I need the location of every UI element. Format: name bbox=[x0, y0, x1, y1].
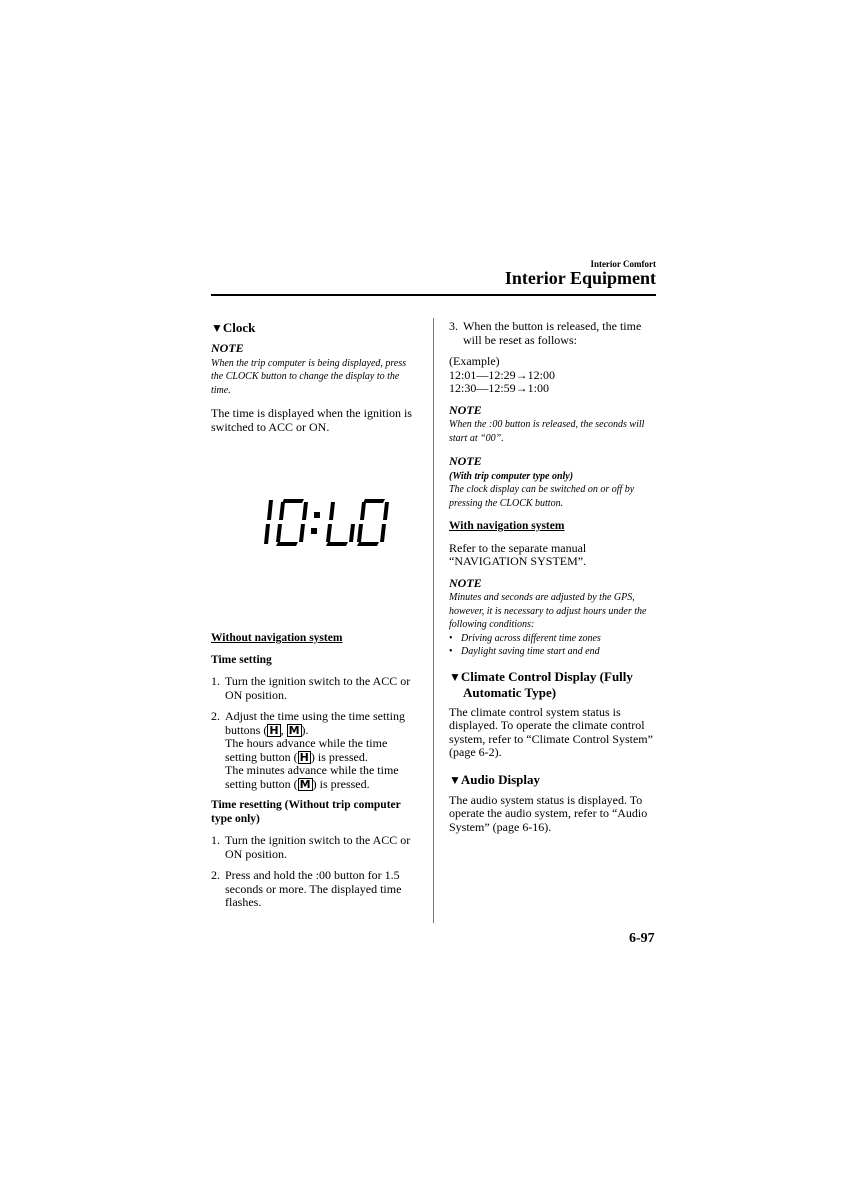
example-line: 12:30—12:59→1:00 bbox=[449, 381, 550, 395]
note-label: NOTE bbox=[449, 454, 482, 468]
step-text: Turn the ignition switch to the ACC or ON position. bbox=[225, 674, 411, 702]
clock-heading bbox=[211, 320, 416, 336]
heading-marker-icon: ▼ bbox=[449, 772, 461, 787]
time-setting-heading: Time setting bbox=[211, 653, 272, 666]
note-text: When the trip computer is being displayed, press the CLOCK button to change the display to the time. bbox=[211, 357, 407, 396]
clock-digits bbox=[264, 499, 389, 546]
example-label: (Example) bbox=[449, 354, 500, 368]
step-number: 1. bbox=[211, 833, 220, 847]
bullet-icon: • bbox=[449, 632, 453, 644]
step-number: 2. bbox=[211, 868, 220, 882]
step-text: When the button is released, the time will be reset as follows: bbox=[463, 319, 642, 347]
clock-heading-text: Clock bbox=[222, 320, 256, 335]
step-text: Turn the ignition switch to the ACC or ON position. bbox=[225, 833, 411, 861]
list-item bbox=[449, 320, 654, 347]
header-rule bbox=[211, 294, 656, 296]
step-number: 1. bbox=[211, 674, 220, 688]
note-subheading: (With trip computer type only) bbox=[449, 470, 574, 482]
list-item bbox=[211, 710, 416, 791]
step-text-part: ). bbox=[301, 722, 309, 737]
left-column bbox=[211, 320, 416, 918]
clock-intro: The time is displayed when the ignition is switched to ACC or ON. bbox=[211, 406, 412, 434]
list-item bbox=[211, 675, 416, 702]
heading-marker-icon: ▼ bbox=[211, 321, 223, 335]
time-resetting-heading: Time resetting (Without trip computer type only) bbox=[211, 799, 401, 825]
step-text-part: Adjust the time using the time setting buttons ( bbox=[225, 709, 405, 737]
audio-heading-text: Audio Display bbox=[460, 771, 541, 787]
note-label: NOTE bbox=[449, 575, 482, 590]
step-number: 3. bbox=[449, 319, 458, 333]
climate-heading bbox=[449, 669, 654, 700]
step-text-part: ) is pressed. bbox=[312, 776, 370, 791]
bullet-text: Driving across different time zones bbox=[461, 632, 601, 644]
example-line: 12:01—12:29→12:00 bbox=[449, 367, 556, 382]
note-label: NOTE bbox=[449, 402, 482, 417]
audio-heading bbox=[449, 772, 654, 788]
right-column bbox=[449, 320, 654, 842]
audio-text: The audio system status is displayed. To operate the audio system, refer to “Audio System” (page 6-16). bbox=[449, 792, 648, 834]
note-text: The clock display can be switched on or off by pressing the CLOCK button. bbox=[449, 484, 635, 509]
climate-text: The climate control system status is displayed. To operate the climate control system, refer to “Climate Control System” (page 6-2). bbox=[449, 704, 653, 759]
page-number: 6-97 bbox=[629, 931, 655, 946]
hour-button-icon: H bbox=[269, 723, 279, 737]
clock-display-icon bbox=[262, 498, 390, 548]
minute-button-icon: M bbox=[288, 723, 300, 737]
list-item bbox=[211, 834, 416, 861]
climate-heading-text: Climate Control Display (Fully Automatic Type) bbox=[460, 668, 633, 700]
note-label: NOTE bbox=[211, 341, 244, 355]
heading-marker-icon: ▼ bbox=[449, 669, 461, 684]
note-text: Minutes and seconds are adjusted by the GPS, however, it is necessary to adjust hours under the following conditions: bbox=[449, 592, 647, 630]
step-text-part: The minutes advance while the time setting button ( bbox=[225, 763, 399, 791]
minute-button-icon: M bbox=[299, 777, 311, 791]
list-item bbox=[211, 869, 416, 910]
list-item bbox=[449, 645, 654, 659]
step-text bbox=[225, 710, 416, 791]
note-text: When the :00 button is released, the seconds will start at “00”. bbox=[449, 419, 645, 444]
step-text-part: ) is pressed. bbox=[310, 749, 368, 764]
page-title: Interior Equipment bbox=[504, 268, 656, 288]
with-nav-heading: With navigation system bbox=[449, 520, 565, 532]
bullet-text: Daylight saving time start and end bbox=[461, 646, 600, 657]
hour-button-icon: H bbox=[299, 750, 309, 764]
column-divider bbox=[433, 318, 434, 923]
bullet-icon: • bbox=[449, 646, 453, 657]
with-nav-text: Refer to the separate manual “NAVIGATION SYSTEM”. bbox=[449, 540, 587, 568]
without-nav-heading: Without navigation system bbox=[211, 632, 343, 644]
step-text-part: , bbox=[280, 722, 287, 737]
step-text: Press and hold the :00 button for 1.5 seconds or more. The displayed time flashes. bbox=[225, 868, 402, 909]
step-number: 2. bbox=[211, 709, 220, 723]
section-label: Interior Comfort bbox=[590, 259, 656, 269]
note-bullet-list bbox=[449, 632, 654, 659]
step-text-part: The hours advance while the time setting button ( bbox=[225, 736, 388, 764]
clock-display-text: 10:00 bbox=[262, 498, 265, 499]
list-item bbox=[449, 632, 654, 646]
